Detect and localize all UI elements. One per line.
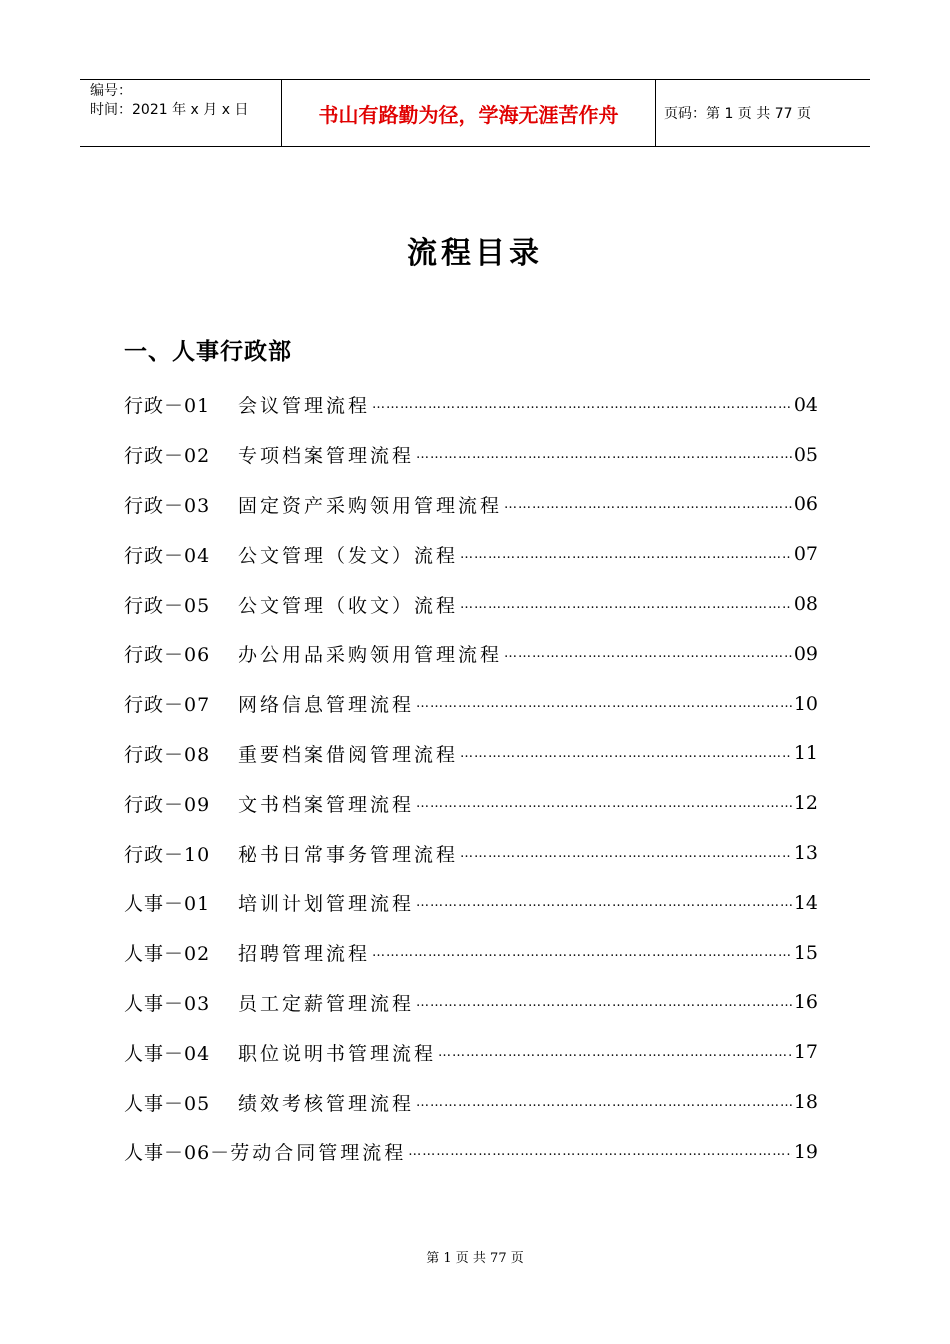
toc-dot-leader xyxy=(372,397,792,412)
toc-entry-code: 行政－10 xyxy=(124,843,211,866)
toc-dot-leader xyxy=(416,995,792,1010)
toc-entry[interactable] xyxy=(124,430,818,480)
toc-entry-title: 网络信息管理流程 xyxy=(238,694,415,717)
toc-dot-leader xyxy=(460,846,792,861)
toc-entry-page: 13 xyxy=(793,842,818,865)
toc-entry-title: 公文管理（发文）流程 xyxy=(238,544,459,567)
toc-entry[interactable] xyxy=(124,1077,818,1127)
toc-entry-page: 19 xyxy=(793,1140,818,1163)
section-title: 一、人事行政部 xyxy=(124,338,292,365)
toc-entry-page: 07 xyxy=(793,543,818,566)
toc-entry[interactable] xyxy=(124,629,818,679)
toc-entry-code: 行政－05 xyxy=(124,594,211,617)
toc-entry-code: 人事－04 xyxy=(124,1042,211,1065)
toc-entry-title: 培训计划管理流程 xyxy=(238,893,415,916)
toc-dot-leader xyxy=(416,696,792,711)
header-number-label: 编号： xyxy=(90,83,132,99)
header-time-label: 时间：2021 年 x 月 x 日 xyxy=(90,102,249,118)
toc-dot-leader xyxy=(408,1144,792,1159)
toc-entry[interactable] xyxy=(124,480,818,530)
toc-entry-code: 行政－08 xyxy=(124,743,211,766)
toc-entry-code: 人事－06－ xyxy=(124,1142,231,1165)
toc-entry-code: 人事－02 xyxy=(124,943,211,966)
toc-entry-title: 员工定薪管理流程 xyxy=(238,992,415,1015)
toc-entry-page: 10 xyxy=(793,692,818,715)
toc-entry-title: 文书档案管理流程 xyxy=(238,793,415,816)
toc-entry-page: 17 xyxy=(793,1041,818,1064)
toc-entry-title: 固定资产采购领用管理流程 xyxy=(238,494,503,517)
toc-dot-leader xyxy=(460,597,792,612)
toc-entry-title: 重要档案借阅管理流程 xyxy=(238,743,459,766)
toc-dot-leader xyxy=(416,1095,792,1110)
header-divider-right xyxy=(655,79,656,147)
toc-dot-leader xyxy=(504,646,792,661)
toc-entry-code: 行政－07 xyxy=(124,694,211,717)
toc-entry-code: 行政－09 xyxy=(124,793,211,816)
toc-entry-code: 行政－06 xyxy=(124,644,211,667)
toc-dot-leader xyxy=(438,1045,792,1060)
toc-entry[interactable] xyxy=(124,579,818,629)
document-title: 流程目录 xyxy=(407,236,543,271)
toc-entry-page: 09 xyxy=(793,642,818,665)
table-of-contents xyxy=(124,380,818,1177)
toc-entry[interactable] xyxy=(124,878,818,928)
header-page-info: 页码：第 1 页 共 77 页 xyxy=(664,106,811,122)
toc-entry[interactable] xyxy=(124,828,818,878)
toc-entry[interactable] xyxy=(124,928,818,978)
toc-entry[interactable] xyxy=(124,529,818,579)
toc-entry-title: 劳动合同管理流程 xyxy=(230,1142,407,1165)
toc-dot-leader xyxy=(460,746,792,761)
toc-entry-page: 08 xyxy=(793,593,818,616)
toc-entry-title: 办公用品采购领用管理流程 xyxy=(238,644,503,667)
toc-entry[interactable] xyxy=(124,729,818,779)
toc-entry[interactable] xyxy=(124,978,818,1028)
toc-entry[interactable] xyxy=(124,1127,818,1177)
toc-dot-leader xyxy=(504,497,792,512)
toc-entry[interactable] xyxy=(124,380,818,430)
toc-entry-code: 行政－04 xyxy=(124,544,211,567)
toc-entry-code: 行政－03 xyxy=(124,494,211,517)
toc-entry-page: 05 xyxy=(793,443,818,466)
page-footer: 第 1 页 共 77 页 xyxy=(426,1251,524,1266)
toc-entry-title: 绩效考核管理流程 xyxy=(238,1092,415,1115)
toc-entry-page: 18 xyxy=(793,1091,818,1114)
toc-dot-leader xyxy=(416,796,792,811)
toc-entry[interactable] xyxy=(124,778,818,828)
toc-entry-title: 公文管理（收文）流程 xyxy=(238,594,459,617)
toc-dot-leader xyxy=(416,895,792,910)
toc-entry-title: 会议管理流程 xyxy=(238,395,371,418)
toc-entry-title: 秘书日常事务管理流程 xyxy=(238,843,459,866)
toc-entry-code: 行政－02 xyxy=(124,445,211,468)
toc-dot-leader xyxy=(416,447,792,462)
toc-entry-code: 行政－01 xyxy=(124,395,211,418)
toc-entry-page: 06 xyxy=(793,493,818,516)
toc-entry-code: 人事－05 xyxy=(124,1092,211,1115)
toc-entry-page: 11 xyxy=(793,742,818,765)
toc-entry-page: 16 xyxy=(793,991,818,1014)
toc-entry[interactable] xyxy=(124,679,818,729)
toc-entry[interactable] xyxy=(124,1027,818,1077)
toc-entry-title: 专项档案管理流程 xyxy=(238,445,415,468)
header-meta xyxy=(90,82,248,120)
toc-dot-leader xyxy=(460,547,792,562)
toc-entry-page: 14 xyxy=(793,891,818,914)
toc-entry-code: 人事－01 xyxy=(124,893,211,916)
toc-entry-title: 招聘管理流程 xyxy=(238,943,371,966)
toc-dot-leader xyxy=(372,945,792,960)
toc-entry-title: 职位说明书管理流程 xyxy=(238,1042,437,1065)
toc-entry-page: 12 xyxy=(793,792,818,815)
toc-entry-page: 15 xyxy=(793,941,818,964)
header-motto: 书山有路勤为径，学海无涯苦作舟 xyxy=(318,102,619,127)
toc-entry-page: 04 xyxy=(793,393,818,416)
toc-entry-code: 人事－03 xyxy=(124,992,211,1015)
